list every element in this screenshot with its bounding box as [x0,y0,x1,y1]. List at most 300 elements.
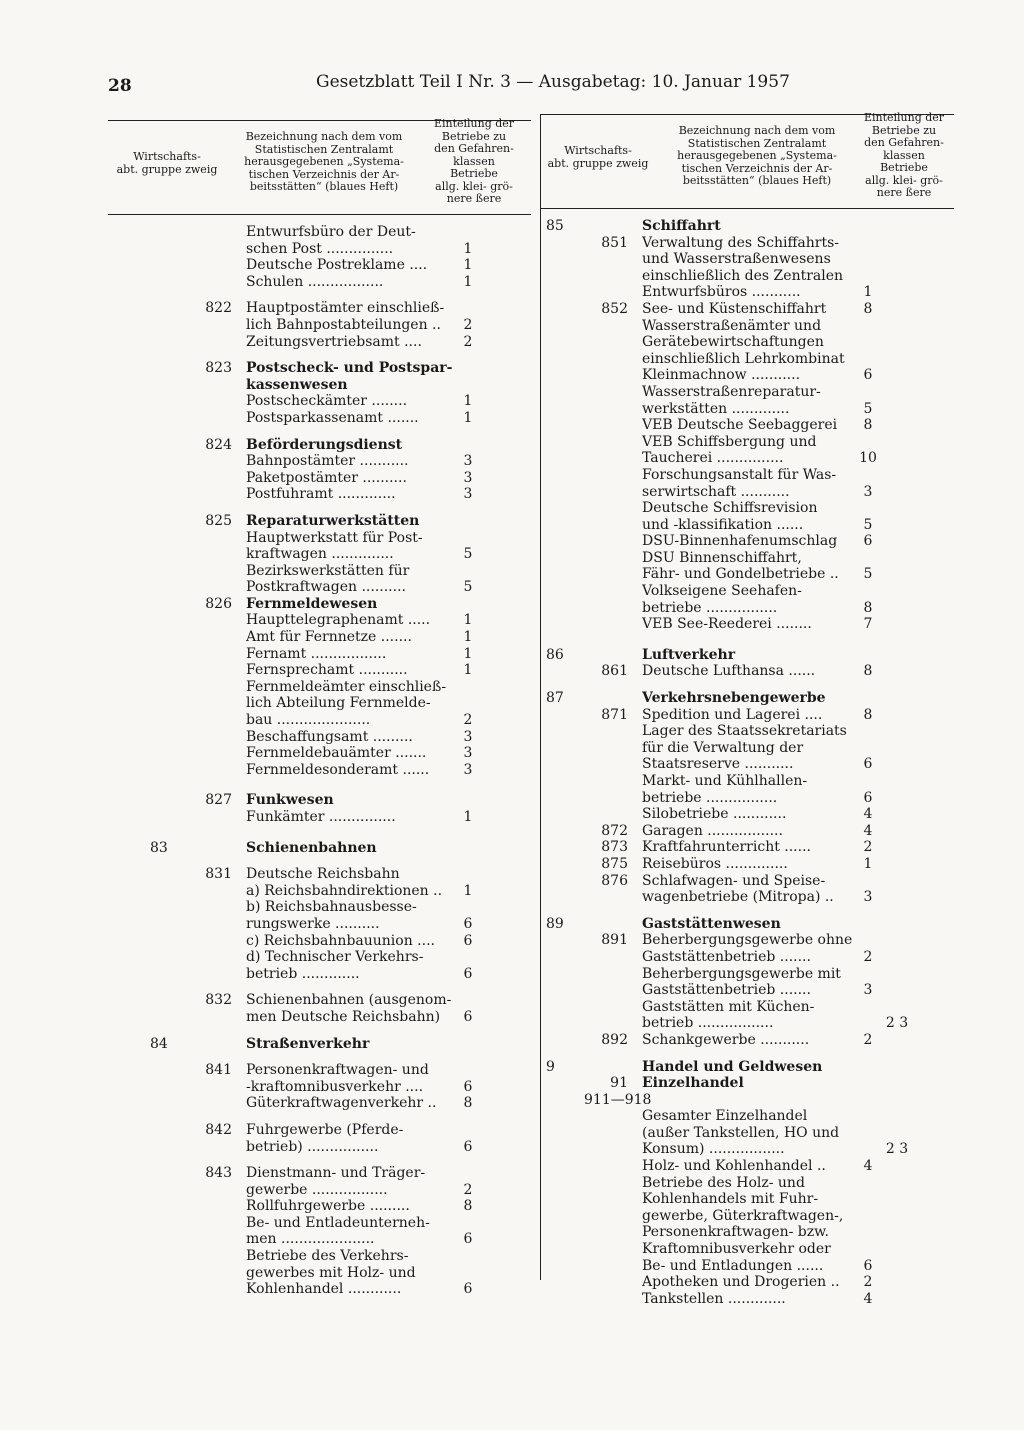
bezeichnung-cell: Schankgewerbe ........... [642,1031,810,1048]
gruppe-cell: 91 [610,1075,628,1092]
table-row [150,1122,512,1139]
bezeichnung-cell: Reisebüros .............. [642,855,788,872]
table-row [150,646,512,663]
abteilung-cell [150,1215,188,1232]
abteilung-cell [546,856,584,873]
gruppe-cell [584,1274,642,1291]
gruppe-cell [584,251,642,268]
betriebe-groesse-cell [482,612,512,629]
gruppe-cell [584,756,642,773]
gefahrenklasse-cell [454,1215,482,1232]
abteilung-cell [546,1191,584,1208]
gruppe-cell [188,729,246,746]
left-header-rule [108,214,531,215]
bezeichnung-cell: Beherbergungsgewerbe mit [642,965,841,982]
gruppe-cell [188,530,246,547]
betriebe-groesse-cell [882,517,912,534]
betriebe-groesse-cell [882,434,912,451]
gefahrenklasse-cell: 3 [463,469,473,486]
table-row [150,1079,512,1096]
betriebe-groesse-cell [482,1139,512,1156]
abteilung-cell [546,301,584,318]
bezeichnung-cell: wagenbetriebe (Mitropa) .. [642,889,834,906]
table-row [546,251,912,268]
betriebe-groesse-cell [882,1158,912,1175]
gruppe-cell [188,1231,246,1248]
betriebe-groesse-cell [482,792,512,809]
abteilung-cell [150,883,188,900]
bezeichnung-cell: Be- und Entladeunterneh- [246,1214,430,1231]
gruppe-cell [584,1291,642,1308]
gefahrenklasse-cell [454,513,482,530]
betriebe-groesse-cell [482,1095,512,1112]
gefahrenklasse-cell: 4 [863,806,873,823]
gefahrenklasse-cell [454,792,482,809]
abteilung-cell [150,393,188,410]
gefahrenklasse-cell: 6 [463,1138,473,1155]
gefahrenklasse-cell [854,1191,882,1208]
bezeichnung-cell: Fernmeldeämter einschließ- [246,678,447,695]
betriebe-groesse-cell [482,809,512,826]
betriebe-groesse-cell [882,450,912,467]
left-col1-header: Wirtschafts- abt. gruppe zweig [116,150,218,176]
abteilung-cell [150,992,188,1009]
bezeichnung-cell: Kohlenhandel ............ [246,1281,402,1298]
gruppe-cell: 827 [205,792,232,809]
betriebe-groesse-cell [882,401,912,418]
gefahrenklasse-cell: 3 [463,745,473,762]
betriebe-groesse-cell [482,470,512,487]
betriebe-groesse-cell [882,600,912,617]
gruppe-cell [584,218,642,235]
bezeichnung-cell: Reparaturwerkstätten [246,512,420,529]
abteilung-cell [150,762,188,779]
table-row [150,453,512,470]
abteilung-cell [546,1141,584,1158]
bezeichnung-cell: Forschungsanstalt für Was- [642,466,837,483]
betriebe-groesse-cell [482,866,512,883]
gruppe-cell [584,401,642,418]
table-row [546,1125,912,1142]
betriebe-groesse-cell [482,695,512,712]
betriebe-groesse-cell [882,1224,912,1241]
bezeichnung-cell: Fernamt ................. [246,645,387,662]
betriebe-groesse-cell [482,899,512,916]
table-row [150,966,512,983]
gruppe-cell [188,453,246,470]
abteilung-cell [150,809,188,826]
abteilung-cell [150,1248,188,1265]
gruppe-cell [584,1158,642,1175]
betriebe-groesse-cell [882,616,912,633]
table-row [546,1158,912,1175]
betriebe-groesse-cell [482,530,512,547]
gruppe-cell [584,1125,642,1142]
betriebe-groesse-cell [882,1175,912,1192]
gefahrenklasse-cell: 8 [463,1198,473,1215]
bezeichnung-cell: gewerbe ................. [246,1181,388,1198]
bezeichnung-cell: Lager des Staatssekretariats [642,723,847,740]
bezeichnung-cell: einschließlich des Zentralen [642,267,844,284]
abteilung-cell [546,1241,584,1258]
abteilung-cell [150,596,188,613]
table-row [546,334,912,351]
bezeichnung-cell: und Wasserstraßenwesens [642,251,831,268]
gruppe-cell [188,646,246,663]
left-col3-header: Einteilung der Betriebe zu den Gefahren- klassen Betriebe allg. klei- grö- nere ßere [433,117,515,205]
gefahrenklasse-cell: 7 [863,616,873,633]
betriebe-groesse-cell [482,1248,512,1265]
abteilung-cell [546,823,584,840]
gruppe-cell [584,1241,642,1258]
betriebe-groesse-cell [482,1281,512,1298]
gruppe-cell [188,916,246,933]
betriebe-groesse-cell [882,301,912,318]
right-col1-header: Wirtschafts- abt. gruppe zweig [547,144,649,170]
gruppe-cell: 872 [601,822,628,839]
abteilung-cell [150,1122,188,1139]
gefahrenklasse-cell [854,1241,882,1258]
bezeichnung-cell: bau ..................... [246,712,371,729]
gefahrenklasse-cell: 6 [463,932,473,949]
gruppe-cell [584,467,642,484]
abteilung-cell [150,899,188,916]
gefahrenklasse-cell [854,434,882,451]
right-col2-header: Bezeichnung nach dem vom Statistischen Zentralamt herausgegebenen „Systema- tischen Verzeichnis der Ar- beitsstätten“ (blaues Heft) [677,124,837,187]
bezeichnung-cell: Betriebe des Verkehrs- [246,1248,409,1265]
gruppe-cell: 842 [205,1121,232,1138]
bezeichnung-cell: Verkehrsnebengewerbe [642,690,826,707]
betriebe-groesse-cell [882,500,912,517]
gefahrenklasse-cell [854,723,882,740]
abteilung-cell [546,723,584,740]
table-row [546,284,912,301]
betriebe-groesse-cell [482,679,512,696]
bezeichnung-cell: Wasserstraßenreparatur- [642,383,821,400]
bezeichnung-cell: Rollfuhrgewerbe ......... [246,1198,410,1215]
gruppe-cell [584,367,642,384]
table-row [546,1092,912,1109]
gruppe-cell [584,417,642,434]
gruppe-cell: 832 [205,992,232,1009]
betriebe-groesse-cell [882,334,912,351]
table-row [546,740,912,757]
bezeichnung-cell: und -klassifikation ...... [642,516,804,533]
gefahrenklasse-cell: 6 [863,367,873,384]
table-row [150,377,512,394]
gefahrenklasse-cell: 5 [863,516,873,533]
table-row [546,856,912,873]
table-row [546,500,912,517]
right-table-body [546,218,912,1307]
bezeichnung-cell: kassenwesen [246,376,348,393]
betriebe-groesse-cell [882,1092,912,1109]
table-row [546,550,912,567]
betriebe-groesse-cell [882,251,912,268]
gruppe-cell: 871 [601,706,628,723]
table-row [150,334,512,351]
bezeichnung-cell: Schienenbahnen (ausgenom- [246,992,452,1009]
betriebe-groesse-cell [882,999,912,1016]
gefahrenklasse-cell: 2 [863,839,873,856]
abteilung-cell [546,550,584,567]
betriebe-groesse-cell: 2 3 [885,1141,909,1158]
bezeichnung-cell: Güterkraftwagenverkehr .. [246,1095,437,1112]
gruppe-cell [584,517,642,534]
gruppe-cell [584,740,642,757]
gefahrenklasse-cell [854,647,882,664]
gefahrenklasse-cell: 5 [463,546,473,563]
bezeichnung-cell: gewerbes mit Holz- und [246,1264,416,1281]
betriebe-groesse-cell [482,579,512,596]
table-row [546,218,912,235]
abteilung-cell [150,437,188,454]
betriebe-groesse-cell [882,966,912,983]
gefahrenklasse-cell: 8 [863,663,873,680]
gefahrenklasse-cell [854,740,882,757]
gefahrenklasse-cell: 1 [463,612,473,629]
gruppe-cell [188,1036,246,1053]
gefahrenklasse-cell: 6 [863,533,873,550]
bezeichnung-cell: -kraftomnibusverkehr .... [246,1078,424,1095]
table-row [546,616,912,633]
gefahrenklasse-cell [854,916,882,933]
abteilung-cell [546,367,584,384]
abteilung-cell [546,251,584,268]
table-row [546,1059,912,1076]
table-row [150,933,512,950]
abteilung-cell [546,999,584,1016]
abteilung-cell [150,579,188,596]
abteilung-cell [150,1095,188,1112]
bezeichnung-cell: Postkraftwagen .......... [246,579,406,596]
betriebe-groesse-cell [882,1274,912,1291]
gruppe-cell [584,1141,642,1158]
bezeichnung-cell: Postfuhramt ............. [246,486,396,503]
abteilung-cell [546,566,584,583]
betriebe-groesse-cell [482,563,512,580]
gefahrenklasse-cell [454,596,482,613]
bezeichnung-cell: einschließlich Lehrkombinat [642,350,845,367]
gruppe-cell [188,695,246,712]
table-row [150,486,512,503]
gefahrenklasse-cell [854,550,882,567]
abteilung-cell [150,612,188,629]
bezeichnung-cell: men Deutsche Reichsbahn) [246,1008,441,1025]
gruppe-cell: 831 [205,866,232,883]
gefahrenklasse-cell [854,251,882,268]
betriebe-groesse-cell [882,663,912,680]
table-row [546,566,912,583]
betriebe-groesse-cell [882,1191,912,1208]
table-row [150,1095,512,1112]
bezeichnung-cell [642,1092,854,1109]
bezeichnung-cell: Taucherei ............... [642,450,784,467]
gruppe-cell [188,224,246,241]
gruppe-cell: 873 [601,839,628,856]
gruppe-cell [584,773,642,790]
abteilung-cell [546,334,584,351]
bezeichnung-cell: Hauptpostämter einschließ- [246,300,445,317]
gefahrenklasse-cell [854,467,882,484]
table-row [150,840,512,857]
bezeichnung-cell: VEB Deutsche Seebaggerei [642,417,838,434]
gefahrenklasse-cell: 6 [863,1257,873,1274]
betriebe-groesse-cell [482,1122,512,1139]
table-row [546,823,912,840]
bezeichnung-cell: Kraftfahrunterricht ...... [642,839,811,856]
bezeichnung-cell: Einzelhandel [642,1075,744,1092]
bezeichnung-cell: Holz- und Kohlenhandel .. [642,1158,826,1175]
table-row [546,417,912,434]
betriebe-groesse-cell [882,467,912,484]
bezeichnung-cell: DSU-Binnenhafenumschlag [642,533,838,550]
betriebe-groesse-cell [482,334,512,351]
betriebe-groesse-cell [482,1165,512,1182]
table-row [150,695,512,712]
bezeichnung-cell: Gaststättenbetrieb ....... [642,948,811,965]
gefahrenklasse-cell: 1 [463,882,473,899]
abteilung-cell [150,1182,188,1199]
gefahrenklasse-cell: 8 [863,300,873,317]
gefahrenklasse-cell [854,583,882,600]
table-row [546,1175,912,1192]
table-row [546,517,912,534]
bezeichnung-cell: lich Abteilung Fernmelde- [246,695,431,712]
gefahrenklasse-cell: 8 [863,599,873,616]
abteilung-cell [150,241,188,258]
table-row [546,1274,912,1291]
gruppe-cell [188,966,246,983]
gruppe-cell [188,840,246,857]
gefahrenklasse-cell [854,932,882,949]
gefahrenklasse-cell [454,1122,482,1139]
bezeichnung-cell: schen Post ............... [246,240,394,257]
betriebe-groesse-cell [882,647,912,664]
gruppe-cell [584,889,642,906]
table-row [150,513,512,530]
left-table-body [150,224,512,1298]
bezeichnung-cell: Fuhrgewerbe (Pferde- [246,1121,404,1138]
gefahrenklasse-cell [854,1108,882,1125]
abteilung-cell: 85 [546,218,564,234]
betriebe-groesse-cell [482,1215,512,1232]
abteilung-cell [546,235,584,252]
betriebe-groesse-cell [482,729,512,746]
abteilung-cell [546,616,584,633]
betriebe-groesse-cell [882,1059,912,1076]
abteilung-cell [150,1281,188,1298]
abteilung-cell [150,546,188,563]
gruppe-cell: 861 [601,663,628,680]
bezeichnung-cell: Gaststättenbetrieb ....... [642,982,811,999]
betriebe-groesse-cell [482,300,512,317]
abteilung-cell [546,318,584,335]
betriebe-groesse-cell [882,533,912,550]
abteilung-cell [546,434,584,451]
abteilung-cell [150,712,188,729]
gruppe-cell [188,899,246,916]
gruppe-cell [584,351,642,368]
table-row [546,932,912,949]
gefahrenklasse-cell [854,235,882,252]
gefahrenklasse-cell [854,773,882,790]
gruppe-cell [188,662,246,679]
gefahrenklasse-cell: 6 [863,756,873,773]
betriebe-groesse-cell [482,992,512,1009]
betriebe-groesse-cell [882,773,912,790]
gefahrenklasse-cell: 4 [863,822,873,839]
bezeichnung-cell: werkstätten ............. [642,400,790,417]
gruppe-cell [584,1175,642,1192]
gefahrenklasse-cell [454,866,482,883]
abteilung-cell [150,1062,188,1079]
betriebe-groesse-cell [882,932,912,949]
abteilung-cell [150,1265,188,1282]
bezeichnung-cell: serwirtschaft ........... [642,483,790,500]
abteilung-cell [150,530,188,547]
gruppe-cell [188,809,246,826]
gruppe-cell [188,612,246,629]
gruppe-cell: 822 [205,300,232,317]
bezeichnung-cell: Entwurfsbüros ........... [642,284,801,301]
betriebe-groesse-cell [482,317,512,334]
gruppe-cell [188,1281,246,1298]
table-row [546,318,912,335]
gefahrenklasse-cell [454,437,482,454]
gefahrenklasse-cell [854,1059,882,1076]
abteilung-cell [546,966,584,983]
betriebe-groesse-cell [882,218,912,235]
gefahrenklasse-cell: 3 [863,982,873,999]
bezeichnung-cell: Beschaffungsamt ......... [246,728,413,745]
bezeichnung-cell: Straßenverkehr [246,1035,370,1052]
gefahrenklasse-cell: 2 [463,712,473,729]
bezeichnung-cell: Konsum) ................. [642,1141,785,1158]
betriebe-groesse-cell [882,1108,912,1125]
table-row [150,1036,512,1053]
betriebe-groesse-cell [882,384,912,401]
gruppe-cell [188,274,246,291]
table-row [546,1258,912,1275]
betriebe-groesse-cell [882,318,912,335]
gefahrenklasse-cell: 1 [463,645,473,662]
bezeichnung-cell: (außer Tankstellen, HO und [642,1124,840,1141]
abteilung-cell [546,1274,584,1291]
abteilung-cell [150,300,188,317]
abteilung-cell [546,417,584,434]
gruppe-cell [188,241,246,258]
betriebe-groesse-cell [882,707,912,724]
table-row [150,992,512,1009]
gruppe-cell [188,933,246,950]
bezeichnung-cell: rungswerke .......... [246,915,380,932]
betriebe-groesse-cell [482,949,512,966]
bezeichnung-cell: Paketpostämter .......... [246,469,407,486]
gefahrenklasse-cell: 1 [463,409,473,426]
abteilung-cell [546,1175,584,1192]
table-row [150,1139,512,1156]
betriebe-groesse-cell [882,723,912,740]
bezeichnung-cell: Fernmeldewesen [246,595,378,612]
bezeichnung-cell: Kleinmachnow ........... [642,367,801,384]
table-row [150,530,512,547]
table-row [150,679,512,696]
bezeichnung-cell: VEB Schiffsbergung und [642,433,817,450]
gruppe-cell [188,257,246,274]
bezeichnung-cell: Wasserstraßenämter und [642,317,822,334]
abteilung-cell [150,1009,188,1026]
